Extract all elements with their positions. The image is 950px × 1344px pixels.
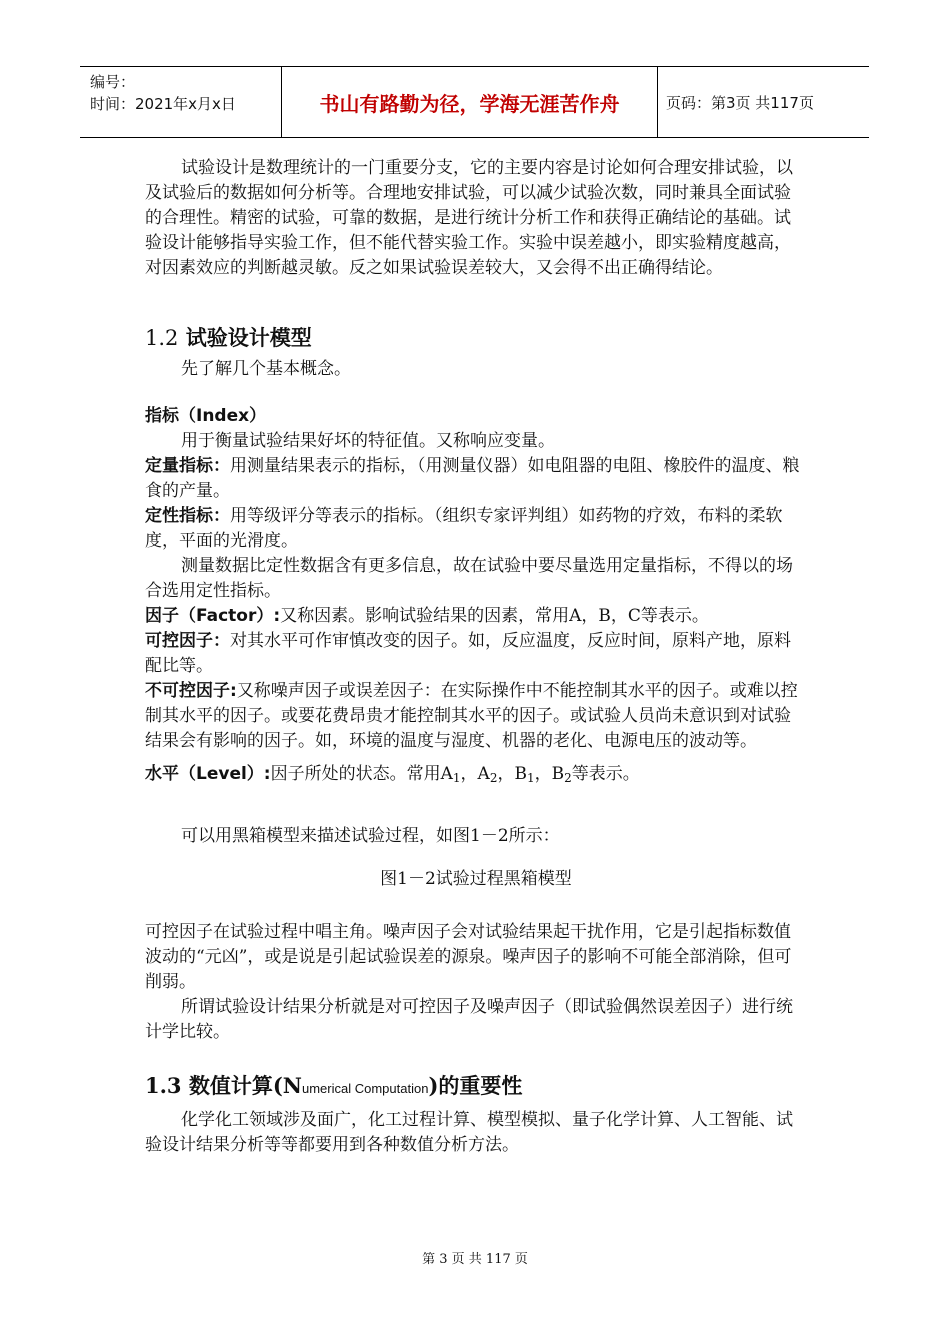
level-definition: 水平（Level）:因子所处的状态。常用$A_1$，$A_2$，$B_1$，$B_2$等表示。	[145, 764, 640, 785]
intro-paragraph: 试验设计是数理统计的一门重要分支，它的主要内容是讨论如何合理安排试验，以及试验后的数据如何分析等。合理地安排试验，可以减少试验次数，同时兼具全面试验的合理性。精密的试验，可靠的数据，是进行统计分析工作和获得正确结论的基础。试验设计能够指导实验工作，但不能代替实验工作。实验中误差越小，即实验精度越高，对因素效应的判断越灵敏。反之如果试验误差较大，又会得不出正确得结论。	[145, 158, 793, 278]
index-heading: 指标（Index）	[145, 406, 267, 426]
header-meta	[80, 67, 282, 137]
figure-caption: 图1－2试验过程黑箱模型	[380, 869, 572, 889]
factor-definition: 因子（Factor）:又称因素。影响试验结果的因素，常用A，B，C等表示。	[145, 606, 709, 626]
main-content	[145, 156, 807, 1158]
page-footer: 第 3 页 共 117 页	[422, 1252, 528, 1267]
controllable-factor: 可控因子：对其水平可作审慎改变的因子。如，反应温度，反应时间，原料产地，原料配比等。	[145, 631, 791, 676]
uncontrollable-factor: 不可控因子:又称噪声因子或误差因子：在实际操作中不能控制其水平的因子。或难以控制其水平的因子。或要花费昂贵才能控制其水平的因子。或试验人员尚未意识到对试验结果会有影响的因子。如，环境的温度与湿度、机器的老化、电源电压的波动等。	[145, 681, 798, 751]
header-time: 时间：2021年x月x日	[90, 95, 236, 113]
section-1-3-paragraph: 化学化工领域涉及面广，化工过程计算、模型模拟、量子化学计算、人工智能、试验设计结果分析等等都要用到各种数值分析方法。	[145, 1110, 793, 1155]
index-description: 用于衡量试验结果好坏的特征值。又称响应变量。	[181, 431, 555, 451]
noise-paragraph: 可控因子在试验过程中唱主角。噪声因子会对试验结果起干扰作用，它是引起指标数值波动的“元凶”，或是说是引起试验误差的源泉。噪声因子的影响不可能全部消除，但可削弱。	[145, 922, 792, 992]
quantitative-index: 定量指标：用测量结果表示的指标，（用测量仪器）如电阻器的电阻、橡胶件的温度、粮食的产量。	[145, 456, 800, 501]
blackbox-intro: 可以用黑箱模型来描述试验过程，如图1－2所示：	[181, 826, 560, 846]
analysis-paragraph: 所谓试验设计结果分析就是对可控因子及噪声因子（即试验偶然误差因子）进行统计学比较。	[145, 997, 793, 1042]
comparison-paragraph: 测量数据比定性数据含有更多信息，故在试验中要尽量选用定量指标，不得以的场合选用定性指标。	[145, 556, 793, 601]
header-motto: 书山有路勤为径，学海无涯苦作舟	[282, 67, 658, 137]
header-page-info: 页码：第3页 共117页	[666, 93, 814, 112]
header-number: 编号：	[90, 73, 136, 91]
page-header	[80, 66, 869, 138]
section-heading-1-3: 1.3 数值计算(Numerical Computation)的重要性	[145, 1073, 523, 1098]
section-heading-1-2: 1.2 试验设计模型	[145, 326, 312, 350]
concepts-intro: 先了解几个基本概念。	[181, 359, 351, 379]
qualitative-index: 定性指标：用等级评分等表示的指标。（组织专家评判组）如药物的疗效，布料的柔软度，平面的光滑度。	[145, 506, 783, 551]
